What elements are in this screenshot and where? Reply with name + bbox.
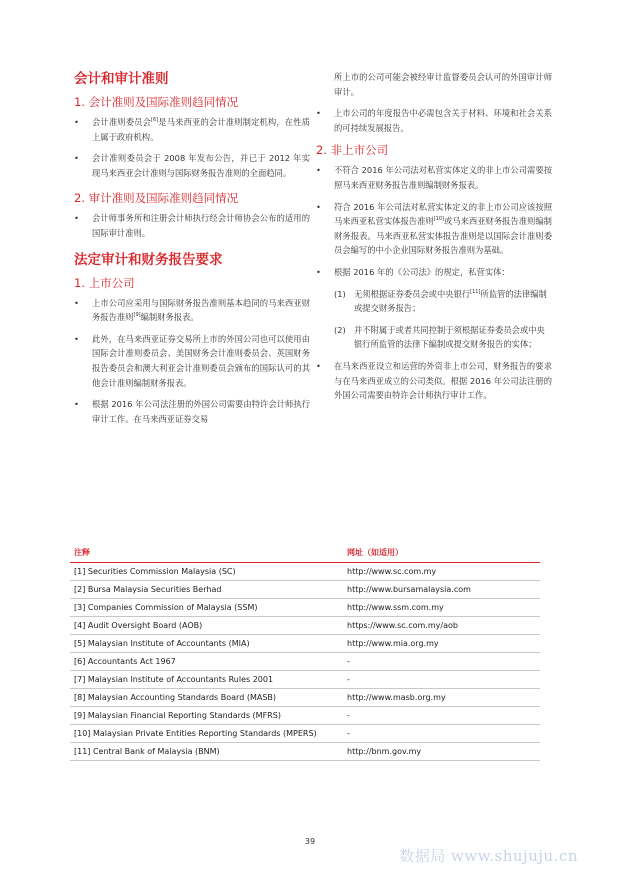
note-url: -: [343, 725, 540, 743]
footnote-ref: [10]: [433, 216, 444, 223]
table-row: [70, 635, 540, 653]
bullet-item: • 根据 2016 年公司法注册的外国公司需要由特许会计师执行审计工作。在马来西亚证券交易: [74, 397, 310, 426]
number-label: (2): [334, 324, 346, 335]
bullet-icon: •: [74, 117, 79, 127]
left-column: [74, 70, 310, 433]
bullet-icon: •: [316, 360, 321, 371]
bullet-item: • 会计准则委员会[6]是马来西亚的会计准则制定机构，在性质上属于政府机构。: [74, 115, 310, 144]
table-row: [70, 725, 540, 743]
subsection-auditing-standards: 2. 审计准则及国际准则趋同情况: [74, 191, 239, 206]
notes-table: [70, 543, 540, 761]
note-name: [4] Audit Oversight Board (AOB): [70, 617, 343, 635]
note-url: -: [343, 653, 540, 671]
bullet-item: • 符合 2016 年公司法对私营实体定义的非上市公司应该按照马来西亚私营实体报告准则[10]或马来西亚财务报告准则编制财务报表。马来西亚私营实体报告准则是以国际会计准则委员会编写的中小企业国际财务报告准则为基础。: [316, 200, 552, 258]
note-name: [8] Malaysian Accounting Standards Board (MASB): [70, 689, 343, 707]
bullet-item: • 上市公司的年度报告中必需包含关于材料、环境和社会关系的可持续发展报告。: [316, 106, 552, 135]
subsection-accounting-standards: 1. 会计准则及国际准则趋同情况: [74, 95, 239, 109]
note-url: -: [343, 671, 540, 689]
note-url: http://www.ssm.com.my: [343, 599, 540, 617]
bullet-icon: •: [74, 399, 79, 410]
bullet-item: • 会计师事务所和注册会计师执行经会计师协会公布的适用的国际审计准则。: [74, 211, 310, 240]
note-url: http://www.sc.com.my: [343, 563, 540, 581]
notes-header-name: 注释: [70, 543, 343, 563]
note-url: -: [343, 707, 540, 725]
note-name: [5] Malaysian Institute of Accountants (MIA): [70, 635, 343, 653]
bullet-item: • 会计准则委员会于 2008 年发布公告，并已于 2012 年实现马来西亚会计准则与国际财务报告准则的全面趋同。: [74, 151, 310, 180]
subsection-unlisted-companies: 2. 非上市公司: [316, 143, 389, 158]
note-url: https://www.sc.com.my/aob: [343, 617, 540, 635]
table-row: [70, 581, 540, 599]
numbered-item: (1) 无须根据证券委员会或中央银行[11]所监管的法律编制或提交财务报告；: [316, 287, 552, 316]
bullet-icon: •: [74, 153, 79, 164]
notes-header-row: [70, 543, 540, 563]
note-name: [6] Accountants Act 1967: [70, 653, 343, 671]
table-row: [70, 617, 540, 635]
bullet-item: • 不符合 2016 年公司法对私营实体定义的非上市公司需要按照马来西亚财务报告准则编制财务报表。: [316, 163, 552, 192]
numbered-item: (2) 并不附属于或者共同控制于须根据证券委员会或中央银行所监管的法律下编制或提交财务报告的实体；: [316, 323, 552, 352]
note-url: http://www.bursamalaysia.com: [343, 581, 540, 599]
section-title-accounting-auditing-standards: 会计和审计准则: [74, 71, 169, 87]
page-number: 39: [304, 837, 316, 846]
note-name: [10] Malaysian Private Entities Reporting Standards (MPERS): [70, 725, 343, 743]
footnote-ref: [9]: [133, 312, 141, 319]
bullet-icon: •: [74, 213, 79, 224]
bullet-icon: •: [316, 108, 321, 119]
note-name: [11] Central Bank of Malaysia (BNM): [70, 743, 343, 761]
note-url: http://www.mia.org.my: [343, 635, 540, 653]
continued-text: 所上市的公司可能会被经审计监督委员会认可的外国审计师审计。: [334, 72, 552, 97]
table-row: [70, 689, 540, 707]
section-title-statutory-audit: 法定审计和财务报告要求: [74, 251, 223, 268]
bullet-icon: •: [74, 333, 79, 344]
table-row: [70, 653, 540, 671]
watermark-text: 数据局 www.shujuju.cn: [399, 847, 578, 865]
note-name: [1] Securities Commission Malaysia (SC): [70, 563, 343, 581]
table-row: [70, 707, 540, 725]
bullet-icon: •: [316, 201, 321, 212]
note-url: http://www.masb.org.my: [343, 689, 540, 707]
number-label: (1): [334, 288, 346, 299]
footnote-ref: [6]: [151, 117, 159, 124]
bullet-icon: •: [316, 266, 321, 277]
table-row: [70, 671, 540, 689]
note-name: [7] Malaysian Institute of Accountants Rules 2001: [70, 671, 343, 689]
subsection-listed-companies: 1. 上市公司: [74, 275, 135, 290]
note-name: [2] Bursa Malaysia Securities Berhad: [70, 581, 343, 599]
bullet-icon: •: [74, 297, 79, 308]
table-row: [70, 743, 540, 761]
bullet-item: • 上市公司应采用与国际财务报告准则基本趋同的马来西亚财务报告准则[9]编制财务报表。: [74, 296, 310, 325]
table-row: [70, 599, 540, 617]
note-url: http://bnm.gov.my: [343, 743, 540, 761]
notes-header-url: 网址（如适用）: [343, 543, 540, 563]
right-column: [316, 70, 552, 410]
bullet-icon: •: [316, 165, 321, 176]
bullet-item: • 根据 2016 年的《公司法》的规定，私营实体：: [316, 265, 552, 280]
bullet-item: • 此外，在马来西亚证券交易所上市的外国公司也可以使用由国际会计准则委员会、美国财务会计准则委员会、英国财务报告委员会和澳大利亚会计准则委员会颁布的国际认可的其他会计准则编制财务报表。: [74, 332, 310, 390]
table-row: [70, 563, 540, 581]
note-name: [9] Malaysian Financial Reporting Standards (MFRS): [70, 707, 343, 725]
note-name: [3] Companies Commission of Malaysia (SSM): [70, 599, 343, 617]
bullet-item: • 在马来西亚设立和运营的外资非上市公司，财务报告的要求与在马来西亚成立的公司类似。根据 2016 年公司法注册的外国公司需要由特许会计师执行审计工作。: [316, 359, 552, 403]
footnote-ref: [11]: [470, 288, 481, 295]
